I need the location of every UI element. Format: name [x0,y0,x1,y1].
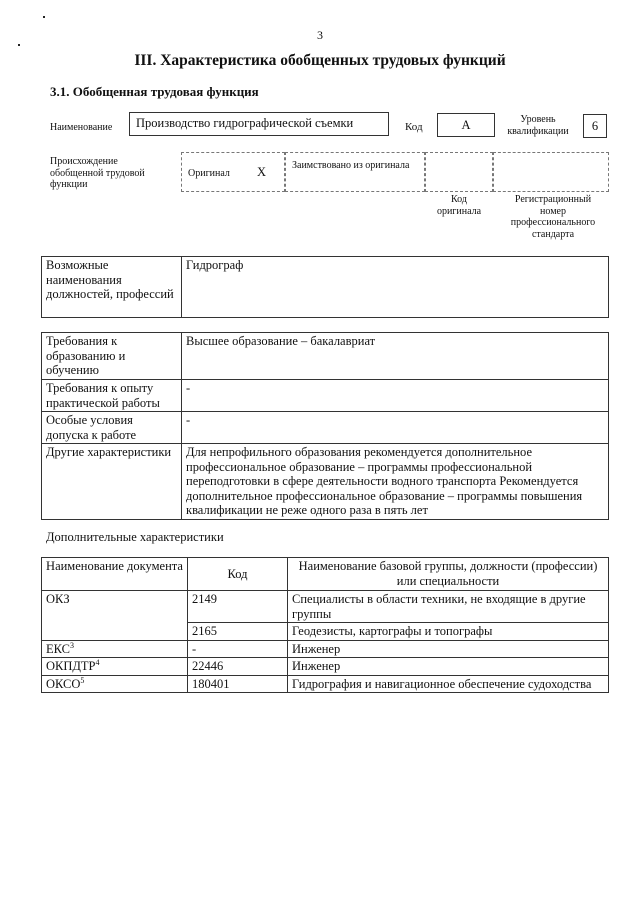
positions-row [42,257,609,318]
row-name: Инженер [288,640,609,658]
table-row [42,658,609,676]
code-label: Код [405,121,423,133]
name-label: Наименование [50,122,113,133]
section-title: III. Характеристика обобщенных трудовых функций [134,52,506,69]
requirement-row [42,380,609,412]
row-name: Геодезисты, картографы и топографы [288,623,609,641]
requirement-row [42,412,609,444]
subsection-title: 3.1. Обобщенная трудовая функция [50,84,259,99]
row-code: - [188,640,288,658]
table-row [42,640,609,658]
level-label: Уровень квалификации [507,114,569,137]
row-code: 22446 [188,658,288,676]
origin-label: Происхождение обобщенной трудовой функции [50,156,145,190]
positions-table [41,256,609,318]
requirement-label: Особые условия допуска к работе [42,412,182,444]
origin-box-code [425,152,493,192]
row-code: 2149 [188,591,288,623]
row-code: 2165 [188,623,288,641]
doc-text: ОКСО [46,676,81,691]
code-value: A [461,118,471,132]
borrowed-label: Заимствовано из оригинала [292,160,410,171]
additional-header-row [42,558,609,591]
row-code: 180401 [188,675,288,693]
name-value: Производство гидрографической съемки [136,116,354,130]
requirement-value: - [182,412,609,444]
requirement-row [42,333,609,380]
header-code: Код [188,558,288,591]
header-document: Наименование документа [42,558,188,591]
origin-box-borrowed [285,152,425,192]
row-doc [42,658,188,676]
requirement-label: Требования к опыту практической работы [42,380,182,412]
row-doc [42,591,188,641]
row-doc [42,640,188,658]
requirement-value: Для непрофильного образования рекомендуется дополнительное профессиональное образование – программы профессиональной переподготовки в сфере деятельности водного транспорта Рекомендуется дополнительное профессиональное образование – программы повышения квалификации не реже одного раза в пять лет [182,444,609,520]
row-doc [42,675,188,693]
additional-title: Дополнительные характеристики [46,530,224,544]
requirement-label: Требования к образованию и обучению [42,333,182,380]
code-value-box [437,113,495,137]
page-number: 3 [317,28,323,42]
table-row [42,591,609,623]
scan-dot [18,44,20,46]
requirement-value: Высшее образование – бакалавриат [182,333,609,380]
header-name: Наименование базовой группы, должности (профессии) или специальности [288,558,609,591]
doc-text: ОКПДТР [46,659,96,673]
footnote-ref: 3 [70,640,74,650]
requirement-label: Другие характеристики [42,444,182,520]
footnote-ref: 5 [80,675,85,685]
row-name: Инженер [288,658,609,676]
requirement-value: - [182,380,609,412]
scan-dot [43,16,45,18]
row-name: Специалисты в области техники, не входящие в другие группы [288,591,609,623]
positions-value: Гидрограф [182,257,609,318]
name-value-box [129,112,389,136]
additional-table [41,557,609,693]
positions-label: Возможные наименования должностей, профессий [42,257,182,318]
level-value: 6 [591,119,599,133]
footnote-ref: 4 [95,657,100,667]
row-name: Гидрография и навигационное обеспечение судоходства [288,675,609,693]
orig-code-caption: Код оригинала [436,194,482,217]
doc-text: ОКЗ [46,592,70,606]
original-label: Оригинал [188,168,230,179]
table-row [42,675,609,693]
original-mark: X [257,165,267,179]
doc-text: ЕКС [46,641,70,656]
requirements-table [41,332,609,520]
reg-number-caption: Регистрационный номер профессионального стандарта [510,194,596,240]
requirement-row [42,444,609,520]
level-value-box [583,114,607,138]
origin-box-regnum [493,152,609,192]
